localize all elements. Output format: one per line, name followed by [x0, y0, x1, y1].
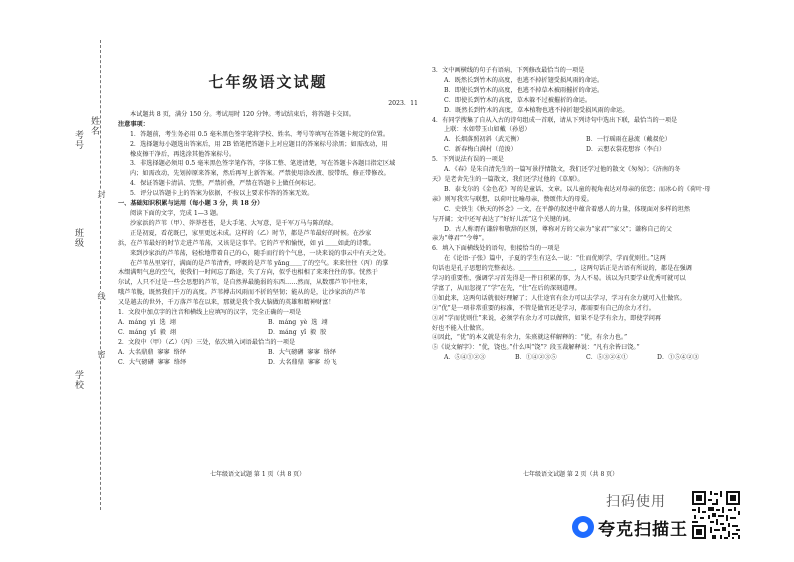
- quark-logo-icon: [572, 516, 594, 538]
- opt-text: C．大气磅礴: [118, 358, 154, 366]
- opt-text: 胶: [320, 328, 327, 336]
- question-4: 4．有同学搜集了自从入古的诗句组成一首联，请从下列诗句中选出下联，最恰当的一项是: [432, 116, 678, 124]
- q5-option: C．史铁生《秋天的怀念》一文，在平静的叙述中蕴含着感人的力量，体现面对多样的坦然: [444, 205, 691, 213]
- q6-item: ④因此，“优”的本义就是有余力，朱熹就这样解释的：“优，有余力也。”: [432, 334, 628, 342]
- q2-options-row: [118, 358, 418, 368]
- q6-option-a: A．⑤④①②③: [444, 354, 486, 362]
- opt-text: 翊: [169, 318, 176, 326]
- opt-text: D．máng: [268, 328, 297, 336]
- q5-option: 天》是老舍先生的一篇散文，我们还学过他的《草原》。: [432, 175, 584, 183]
- seal-line: [100, 40, 101, 510]
- right-column: [432, 66, 728, 363]
- passage-line: 浜，在芦苇最好的时节走进芦苇荡，又该是这事半。它的芦平和愉悦，如 yì ＿＿如此的诗歌。: [118, 239, 375, 247]
- notice-item: 4．保证答题卡清洁、完整，严禁折叠，严禁在答题卡上做任何标记。: [130, 180, 320, 188]
- brand-name: 夸克扫描王: [598, 519, 688, 540]
- q2-option-b: [268, 348, 418, 358]
- passage-line: 沙家浜的芦苇（甲）、莽莽苍苍，是大手笔、大写意，是千军万马与陈的绿。: [130, 219, 338, 227]
- q1-option-a: [118, 318, 268, 328]
- q6-text: 学习的重要性，强调学习首先得是一件日积累的事，为人不易。该以为只要学业优秀可就可以: [432, 275, 686, 283]
- q4-option-a: A．长烟落照初斜（武元衡）: [444, 136, 523, 144]
- q6-text: 学富了，从而忽视了“学”在先，“仕”在后的深刻道理。: [432, 284, 581, 292]
- qr-code-icon[interactable]: [690, 489, 742, 541]
- opt-text: D．大名鼎鼎: [268, 358, 304, 366]
- opt-text: 络绎: [323, 348, 337, 356]
- opt-text: B．大气磅礴: [268, 348, 304, 356]
- q3-option: A．既然长到竹木的高度，也逃不掉折翅受损风雨的命运。: [444, 76, 604, 84]
- page-footer-2: 七年级语文试题 第 2 页（共 8 页）: [523, 471, 619, 478]
- question-6: 6．填入下面横线处的语句，衔接恰当的一项是: [432, 245, 560, 253]
- passage-line: 在芦苇丛里穿行，满面的是芦苇清香，呼吸的是芦苇 yǎng＿＿了的空气。来来往往（丙）的掌: [130, 259, 389, 267]
- notice-item: 橡皮擦干净后，再选涂其他答案标号。: [130, 150, 236, 158]
- q6-item: ①如此来，这两句话就很好理解了；人仕途官有余力可以去学习，学习有余力就可入仕做官。: [432, 294, 686, 302]
- question-1: 1．文段中加点字的注音和横线上应填写的汉字，完全正确的一项是: [118, 309, 302, 317]
- notice-item: 5．评分以答题卡上的答案为依据，不按以上要求作答的答案无效。: [130, 190, 314, 198]
- notice-item: 内；如需改动，先划掉原来答案，然后再写上新答案。严禁使用涂改液、胶带纸、修正带修改。: [130, 170, 390, 178]
- q2-options-row: [118, 348, 418, 358]
- q1-options-row: [118, 328, 418, 338]
- opt-text: yǐ: [300, 328, 307, 336]
- q5-option: 与开阔；文中还写表达了“好好儿活”这个关键的词。: [432, 215, 575, 223]
- q6-item: 好也不能入仕做官。: [432, 324, 488, 332]
- page-footer-1: 七年级语文试题 第 1 页（共 8 页）: [210, 471, 306, 478]
- xian-mark: 线: [97, 292, 106, 300]
- opt-text: yǐ: [150, 328, 156, 336]
- xuexiao-label: 学校: [73, 370, 83, 390]
- opt-text: 纷飞: [324, 358, 337, 366]
- q4-options-row: [432, 135, 728, 145]
- q6-text: 在《论语·子张》篇中，子夏的学生有这么一说：“仕而优则学，学而优则仕。”这两: [444, 255, 666, 263]
- intro-text: 本试题共 8 页，满分 150 分。考试用时 120 分钟。考试结束后，将答题卡交回。: [130, 110, 355, 118]
- q3-option: D．既然长到竹木的高度，草本植物也逃不掉折翅受损风雨的命运。: [444, 106, 629, 114]
- xingming-label: 姓名: [89, 116, 99, 136]
- opt-text: C．máng: [118, 328, 147, 336]
- passage-line: 正是初夏，看花既已，家里更远未成。这样的（乙）时节，都是芦苇最好的时候。在沙家: [130, 229, 372, 237]
- opt-text: yè: [300, 318, 308, 326]
- q6-options-row: [432, 353, 728, 363]
- scan-label: 扫码使用: [606, 494, 666, 510]
- opt-text: 寥寥: [307, 348, 320, 356]
- question-5: 5．下列说法有误的一项是: [432, 156, 504, 164]
- passage-line: 又是越去的世外，千万落芦苇在以来，那就是我个我大脑做的英雄和精神财富！: [118, 299, 335, 307]
- q4-line: 上联：水如带玉山如戴（孙恩）: [444, 126, 531, 134]
- notice-item: 2．选择题每小题选出答案后，用 2B 铅笔把答题卡上对应题目的答案标号涂黑；如需改动，用: [130, 140, 388, 148]
- q1-option-b: [268, 318, 418, 328]
- opt-text: 选: [311, 318, 318, 326]
- opt-text: A．大名鼎鼎: [118, 348, 154, 356]
- binding-strip: [70, 40, 110, 520]
- q1-option-c: [118, 328, 268, 338]
- q6-option-d: D．①⑤④②③: [657, 354, 700, 362]
- passage-line: 尔试，人只不过是一些会思想的芦苇，是自然界最脆弱的东西……然而，从数那芦苇中往来，: [118, 279, 372, 287]
- q2-option-a: [118, 348, 268, 358]
- kaohao-label: 考号: [73, 130, 83, 150]
- q5-option: D．古人称谓有谦辞和敬辞的区别，尊称对方的父亲为“家君”“家父”；谦称自己的父: [444, 225, 672, 233]
- passage-line: 木缀满明气息的空气，使我们一时间忘了路途，失了方向，似乎也相相了来来往往的事。恍然于: [118, 269, 378, 277]
- q6-text: 句话也是孔子思想的完整表达。＿＿＿＿＿＿＿＿＿，这两句话正是古语有所说的，都是在强调: [432, 265, 692, 273]
- q6-item: ⑤《说文解字》：“优，饶也。”什么叫“饶”？段玉裁解释说：“凡有余皆曰饶。”: [432, 344, 640, 352]
- exam-date: 2023．11: [388, 100, 418, 107]
- opt-text: 翊: [321, 318, 328, 326]
- opt-text: 毅: [310, 328, 317, 336]
- opt-text: yì: [150, 318, 156, 326]
- q6-item: ③对“学而优则仕”来说，必须学有余力才可以做官，如果不是学有余力，即使学问再: [432, 314, 662, 322]
- opt-text: 翊: [169, 328, 177, 336]
- q3-option: B．即使长到竹木的高度，也逃不掉草木被雨摧折的命运。: [444, 86, 604, 94]
- q4-options-row: [432, 145, 728, 155]
- opt-text: 络绎: [173, 348, 187, 356]
- q3-option: C．即使长到竹木的高度，草木躲不过被摧折的命运。: [444, 96, 592, 104]
- q5-option: 亲为“尊君”“令尊”。: [432, 235, 488, 243]
- question-2: 2．文段中（甲）（乙）（丙）三处，依次填入词语最恰当的一项是: [118, 338, 296, 346]
- section-heading: 一、基础知识积累与运用（每小题 3 分，共 18 分）: [118, 200, 264, 208]
- opt-text: 毅: [159, 328, 166, 336]
- q5-option: A．《春》是朱自清先生的一篇写景抒情散文，我们还学过他的散文《匆匆》；《济南的冬: [444, 166, 681, 174]
- q4-option-c: C．新春梅白满村（范浚）: [444, 146, 517, 154]
- q6-option-b: B．①④②③⑤: [515, 354, 557, 362]
- q5-option: B．泰戈尔的《金色花》写的是童话、文章。以儿童的视角表达对母亲的依恋；而冰心的《荷叶·母: [444, 185, 711, 193]
- opt-text: 络绎: [173, 358, 187, 366]
- notice-title: 注意事项：: [118, 120, 149, 128]
- notice-item: 1．答题前，考生务必用 0.5 毫米黑色签字笔将学校、姓名、考号等填写在答题卡规定的位置。: [130, 130, 390, 138]
- q2-option-c: [118, 358, 268, 368]
- q4-option-b: B．一行瑶雨在悬流（戴叔伦）: [586, 136, 671, 144]
- q5-option: 亲》则写我实与联想，以荷叶比喻母亲，赞颂伟大的母爱。: [432, 195, 593, 203]
- q1-option-d: [268, 328, 418, 338]
- q6-item: ②“优”是一项非常重要的标准，不管是做官还是学习，都需要有自己的余力才行。: [432, 304, 655, 312]
- passage-line: 来到沙家浜的芦苇荡，轻松地带着自己的心，随手而行的个气息，一块来说的事云中有天之处。: [130, 249, 390, 257]
- opt-text: B．máng: [268, 318, 297, 326]
- opt-text: 寥寥: [307, 358, 321, 366]
- exam-title: 七年级语文试题: [208, 73, 328, 91]
- passage-line: 哦芦苇脆，既然我们千万的高度。芦苇搏击风雨而不折的坚韧；能从的是，让沙家浜的芦苇: [118, 289, 366, 297]
- left-column: [118, 63, 418, 367]
- brand-watermark: [572, 514, 688, 540]
- opt-text: 选: [159, 318, 166, 326]
- q2-option-d: [268, 358, 418, 368]
- q1-options-row: [118, 318, 418, 328]
- question-3: 3．文中画横线的句子有语病，下列修改最恰当的一项是: [432, 67, 585, 74]
- notice-item: 3．非选择题必须用 0.5 毫米黑色签字笔作答，字体工整、笔迹清楚，写在答题卡各题目指定区域: [130, 160, 396, 168]
- opt-text: 寥寥: [157, 358, 170, 366]
- opt-text: 寥寥: [157, 348, 170, 356]
- q6-option-c: C．⑤③②④①: [586, 354, 628, 362]
- banji-label: 班级: [73, 228, 83, 248]
- mi-mark: 密: [97, 350, 106, 358]
- q4-option-d: D．云想衣裳花想容（李白）: [586, 146, 666, 154]
- opt-text: A．máng: [118, 318, 147, 326]
- read-prompt: 阅读下面的文字，完成 1—3 题。: [130, 209, 223, 217]
- feng-mark: 封: [97, 190, 106, 198]
